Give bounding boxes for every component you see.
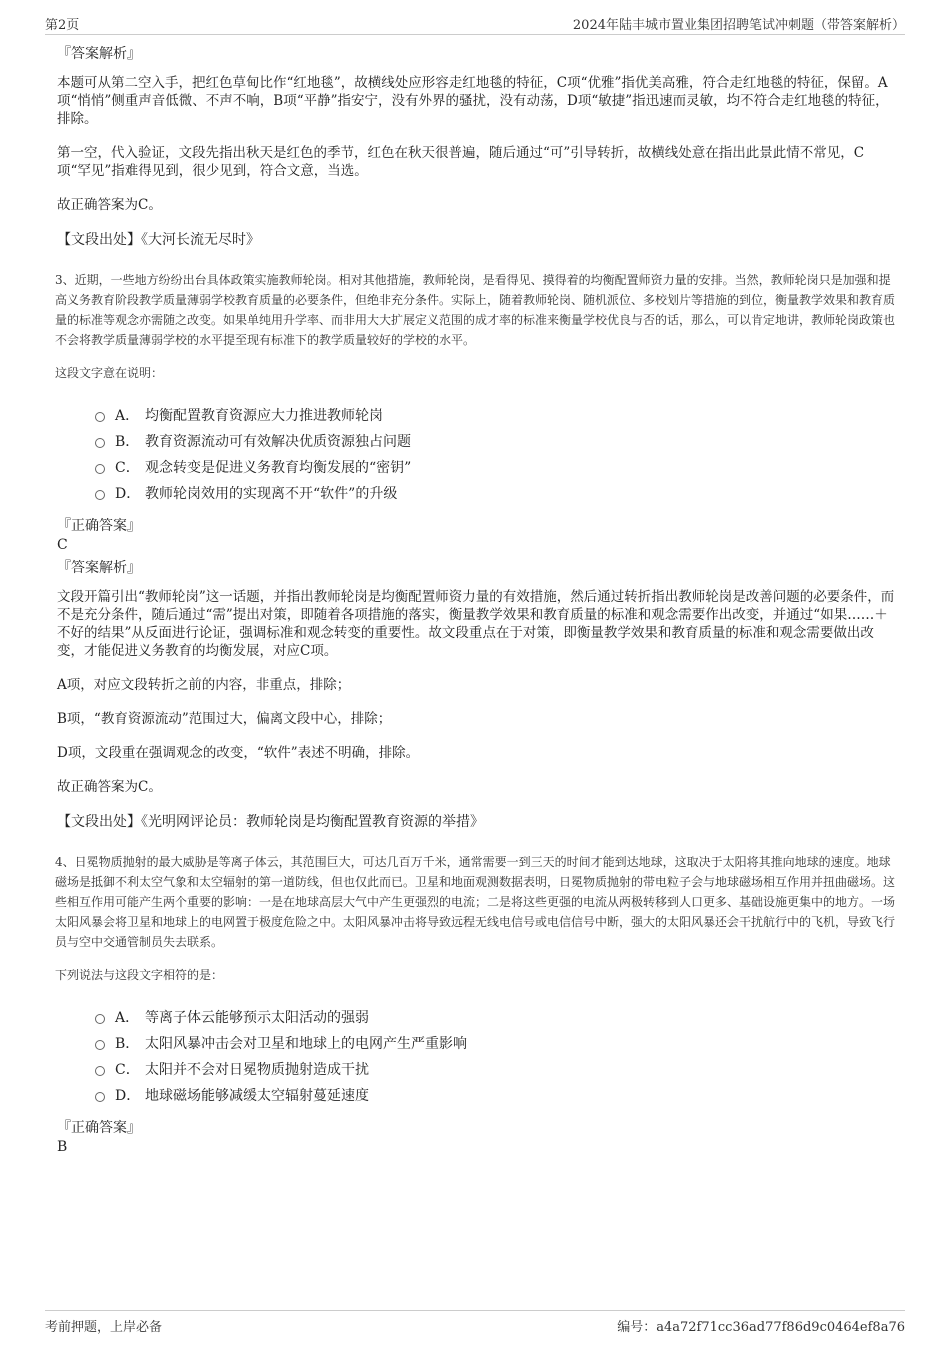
radio-icon[interactable] <box>95 1066 105 1076</box>
analysis-paragraph: A项，对应文段转折之前的内容，非重点，排除； <box>57 677 351 693</box>
page-number: 第2页 <box>45 18 80 33</box>
radio-icon[interactable] <box>95 490 105 500</box>
option-letter: A． <box>115 1010 140 1026</box>
option-text: 教师轮岗效用的实现离不开“软件”的升级 <box>145 486 398 502</box>
radio-icon[interactable] <box>95 1014 105 1024</box>
option-b[interactable] <box>95 428 895 454</box>
answer-label: 『正确答案』 <box>57 518 141 534</box>
analysis-label: 『答案解析』 <box>57 560 141 576</box>
document-id: 编号：a4a72f71cc36ad77f86d9c0464ef8a76 <box>617 1320 905 1335</box>
question-3-text: 3、近期，一些地方纷纷出台具体政策实施教师轮岗。相对其他措施，教师轮岗，是看得见、摸得着的均衡配置师资力量的安排。当然，教师轮岗只是加强和提高义务教育阶段教学质量薄弱学校教育质量的必要条件，但绝非充分条件。实际上，随着教师轮岗、随机派位、多校划片等措施的到位，衡量教学效果和教育质量的标准等观念亦需随之改变。如果单纯用升学率、而非用大大扩展定义范围的成才率的标准来衡量学校优良与否的话，那么，可以肯定地讲，教师轮岗政策也不会将教学质量薄弱学校的水平提至现有标准下的教学质量较好的学校的水平。 <box>55 273 896 347</box>
option-text: 教育资源流动可有效解决优质资源独占问题 <box>145 434 411 450</box>
question-3-options <box>95 402 895 506</box>
option-letter: D． <box>115 486 141 502</box>
source-citation: 【文段出处】《光明网评论员：教师轮岗是均衡配置教育资源的举措》 <box>57 814 484 830</box>
answer-value: C <box>57 537 68 553</box>
option-letter: C． <box>115 1062 140 1078</box>
question-4-options <box>95 1004 895 1108</box>
answer-label: 『正确答案』 <box>57 1120 141 1136</box>
option-a[interactable] <box>95 402 895 428</box>
option-text: 观念转变是促进义务教育均衡发展的“密钥” <box>145 460 412 476</box>
question-4-prompt: 下列说法与这段文字相符的是： <box>55 968 224 982</box>
option-letter: B． <box>115 434 140 450</box>
analysis-paragraph: D项，文段重在强调观念的改变，“软件”表述不明确，排除。 <box>57 745 420 761</box>
analysis-conclusion: 故正确答案为C。 <box>57 197 162 213</box>
analysis-label: 『答案解析』 <box>57 46 141 62</box>
option-text: 地球磁场能够减缓太空辐射蔓延速度 <box>145 1088 369 1104</box>
analysis-paragraph: 本题可从第二空入手，把红色草甸比作“红地毯”，故横线处应形容走红地毯的特征，C项“优雅”指优美高雅，符合走红地毯的特征，保留。A项“悄悄”侧重声音低微、不声不响，B项“平静”指安宁，没有外界的骚扰，没有动荡，D项“敏捷”指迅速而灵敏，均不符合走红地毯的特征，排除。 <box>57 75 889 127</box>
option-letter: C． <box>115 460 140 476</box>
footer-slogan: 考前押题，上岸必备 <box>45 1320 163 1335</box>
option-text: 均衡配置教育资源应大力推进教师轮岗 <box>145 408 383 424</box>
document-body <box>55 44 895 1160</box>
option-letter: A． <box>115 408 140 424</box>
option-c[interactable] <box>95 1056 895 1082</box>
radio-icon[interactable] <box>95 464 105 474</box>
answer-value: B <box>57 1139 68 1155</box>
option-text: 太阳并不会对日冕物质抛射造成干扰 <box>145 1062 369 1078</box>
option-d[interactable] <box>95 1082 895 1108</box>
analysis-conclusion: 故正确答案为C。 <box>57 779 162 795</box>
page-header <box>45 14 905 35</box>
analysis-paragraph: 文段开篇引出“教师轮岗”这一话题，并指出教师轮岗是均衡配置师资力量的有效措施，然后通过转折指出教师轮岗是改善问题的必要条件，而不是充分条件，随后通过“需”提出对策，即随着各项措施的落实，衡量教学效果和教育质量的标准和观念需要作出改变，并通过“如果……＋不好的结果”从反面进行论证，强调标准和观念转变的重要性。故文段重点在于对策，即衡量教学效果和教育质量的标准和观念需要做出改变，才能促进义务教育的均衡发展，对应C项。 <box>57 589 895 659</box>
analysis-paragraph: B项，“教育资源流动”范围过大，偏离文段中心，排除； <box>57 711 392 727</box>
question-3-prompt: 这段文字意在说明： <box>55 366 164 380</box>
option-a[interactable] <box>95 1004 895 1030</box>
radio-icon[interactable] <box>95 1040 105 1050</box>
radio-icon[interactable] <box>95 412 105 422</box>
option-b[interactable] <box>95 1030 895 1056</box>
option-letter: D． <box>115 1088 141 1104</box>
page-footer <box>45 1310 905 1335</box>
analysis-paragraph: 第一空，代入验证，文段先指出秋天是红色的季节，红色在秋天很普遍，随后通过“可”引导转折，故横线处意在指出此景此情不常见，C项“罕见”指难得见到，很少见到，符合文意，当选。 <box>57 145 865 179</box>
source-citation: 【文段出处】《大河长流无尽时》 <box>57 232 260 248</box>
option-text: 太阳风暴冲击会对卫星和地球上的电网产生严重影响 <box>145 1036 467 1052</box>
radio-icon[interactable] <box>95 1092 105 1102</box>
document-title: 2024年陆丰城市置业集团招聘笔试冲刺题（带答案解析） <box>572 18 905 33</box>
option-c[interactable] <box>95 454 895 480</box>
question-4-text: 4、日冕物质抛射的最大威胁是等离子体云，其范围巨大，可达几百万千米，通常需要一到三天的时间才能到达地球，这取决于太阳将其推向地球的速度。地球磁场是抵御不利太空气象和太空辐射的第一道防线，但也仅此而已。卫星和地面观测数据表明，日冕物质抛射的带电粒子会与地球磁场相互作用并扭曲磁场。这些相互作用可能产生两个重要的影响：一是在地球高层大气中产生更强烈的电流；二是将这些更强的电流从两极转移到人口更多、基础设施更集中的地方。一场太阳风暴会将卫星和地球上的电网置于极度危险之中。太阳风暴冲击将导致远程无线电信号或电信信号中断，强大的太阳风暴还会干扰航行中的飞机，导致飞行员与空中交通管制员失去联系。 <box>55 855 896 949</box>
option-letter: B． <box>115 1036 140 1052</box>
radio-icon[interactable] <box>95 438 105 448</box>
option-text: 等离子体云能够预示太阳活动的强弱 <box>145 1010 369 1026</box>
option-d[interactable] <box>95 480 895 506</box>
